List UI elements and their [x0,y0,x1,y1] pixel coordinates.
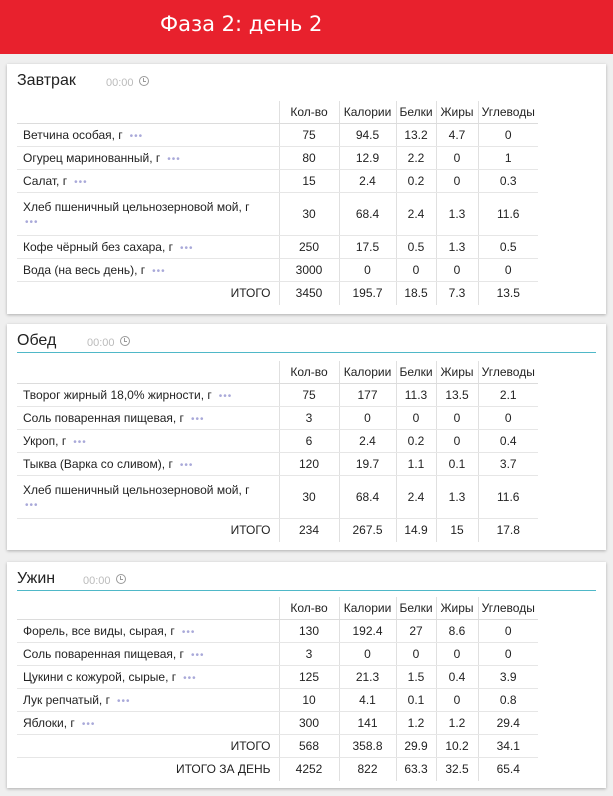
ellipsis-icon[interactable]: ••• [190,414,205,425]
total-fat: 7.3 [436,282,478,305]
food-protein: 0 [396,407,436,430]
food-carbs: 2.1 [478,384,538,407]
ellipsis-icon[interactable]: ••• [190,650,205,661]
clock-icon[interactable] [120,336,130,346]
meal-table [17,597,538,781]
ellipsis-icon[interactable]: ••• [25,500,39,511]
food-calories: 94.5 [339,124,396,147]
meal-title: Обед [17,332,57,349]
food-protein: 11.3 [396,384,436,407]
food-name: Укроп, г [23,434,67,448]
food-protein: 2.4 [396,193,436,236]
meal-card-lunch [7,324,606,550]
column-header-carbs: Углеводы [478,101,538,124]
food-qty[interactable]: 75 [279,384,339,407]
food-protein: 0.1 [396,689,436,712]
food-carbs: 11.6 [478,476,538,519]
total-qty: 234 [279,519,339,542]
table-header-row [17,597,538,620]
food-name: Соль поваренная пищевая, г [23,647,184,661]
food-qty[interactable]: 75 [279,124,339,147]
total-protein: 29.9 [396,735,436,758]
total-carbs: 17.8 [478,519,538,542]
food-calories: 192.4 [339,620,396,643]
column-header-name [17,101,279,124]
table-row[interactable] [17,407,538,430]
food-name: Кофе чёрный без сахара, г [23,240,174,254]
ellipsis-icon[interactable]: ••• [179,460,194,471]
total-calories: 358.8 [339,735,396,758]
clock-icon[interactable] [116,574,126,584]
food-fat: 0 [436,689,478,712]
food-carbs: 0 [478,643,538,666]
ellipsis-icon[interactable]: ••• [74,177,88,188]
total-calories: 267.5 [339,519,396,542]
total-carbs: 34.1 [478,735,538,758]
food-carbs: 0 [478,407,538,430]
food-protein: 2.2 [396,147,436,170]
meal-title: Завтрак [17,72,76,89]
food-name: Хлеб пшеничный цельнозерновой мой, г [23,200,250,214]
column-header-fat: Жиры [436,361,478,384]
food-protein: 27 [396,620,436,643]
table-row[interactable] [17,170,538,193]
column-header-fat: Жиры [436,101,478,124]
food-qty[interactable]: 10 [279,689,339,712]
food-name: Цукини с кожурой, сырые, г [23,670,177,684]
column-header-protein: Белки [396,101,436,124]
column-header-fat: Жиры [436,597,478,620]
meal-divider [17,352,596,353]
table-header-row [17,361,538,384]
food-carbs: 0.4 [478,430,538,453]
food-protein: 13.2 [396,124,436,147]
food-fat: 0 [436,407,478,430]
food-name: Творог жирный 18,0% жирности, г [23,388,212,402]
food-calories: 4.1 [339,689,396,712]
food-qty[interactable]: 30 [279,193,339,236]
food-qty[interactable]: 15 [279,170,339,193]
meal-header [17,332,596,358]
meal-time[interactable]: 00:00 [87,337,115,349]
food-fat: 0 [436,643,478,666]
table-row[interactable] [17,259,538,282]
day-total-label: ИТОГО ЗА ДЕНЬ [176,762,271,777]
food-carbs: 29.4 [478,712,538,735]
food-calories: 12.9 [339,147,396,170]
table-row[interactable] [17,476,538,519]
app-header [0,0,613,54]
food-name: Вода (на весь день), г [23,263,146,277]
food-fat: 0.1 [436,453,478,476]
column-header-carbs: Углеводы [478,361,538,384]
column-header-calories: Калории [339,597,396,620]
total-qty: 568 [279,735,339,758]
food-fat: 0 [436,259,478,282]
column-header-qty: Кол-во [279,101,339,124]
total-label: ИТОГО [230,523,271,538]
food-calories: 68.4 [339,193,396,236]
table-row[interactable] [17,620,538,643]
food-carbs: 0 [478,620,538,643]
food-fat: 1.3 [436,193,478,236]
meal-time[interactable]: 00:00 [83,575,111,587]
food-qty[interactable]: 6 [279,430,339,453]
food-name: Лук репчатый, г [23,693,110,707]
food-protein: 0.2 [396,170,436,193]
food-protein: 0 [396,259,436,282]
meal-header [17,570,596,596]
day-total-row [17,758,538,781]
total-row [17,735,538,758]
food-protein: 0 [396,643,436,666]
total-carbs: 13.5 [478,282,538,305]
clock-icon[interactable] [139,76,149,86]
table-row[interactable] [17,124,538,147]
food-protein: 2.4 [396,476,436,519]
page-title: Фаза 2: день 2 [160,12,323,36]
food-fat: 1.2 [436,712,478,735]
food-calories: 0 [339,407,396,430]
food-name: Соль поваренная пищевая, г [23,411,184,425]
ellipsis-icon[interactable]: ••• [73,437,87,448]
food-qty[interactable]: 250 [279,236,339,259]
food-calories: 141 [339,712,396,735]
food-carbs: 0 [478,124,538,147]
table-row[interactable] [17,430,538,453]
table-row[interactable] [17,712,538,735]
food-carbs: 3.7 [478,453,538,476]
food-protein: 0.2 [396,430,436,453]
table-row[interactable] [17,689,538,712]
total-qty: 3450 [279,282,339,305]
food-name: Ветчина особая, г [23,128,123,142]
ellipsis-icon[interactable]: ••• [218,391,233,402]
column-header-name [17,597,279,620]
day-total-qty: 4252 [279,758,339,781]
ellipsis-icon[interactable]: ••• [152,266,166,277]
food-name: Салат, г [23,174,68,188]
meal-divider [17,590,596,591]
total-label: ИТОГО [230,286,271,301]
food-calories: 2.4 [339,430,396,453]
food-protein: 1.2 [396,712,436,735]
total-fat: 10.2 [436,735,478,758]
ellipsis-icon[interactable]: ••• [180,243,194,254]
column-header-protein: Белки [396,597,436,620]
meal-header [17,72,596,98]
food-calories: 0 [339,643,396,666]
meal-title: Ужин [17,570,56,587]
food-qty[interactable]: 300 [279,712,339,735]
food-qty[interactable]: 80 [279,147,339,170]
ellipsis-icon[interactable]: ••• [25,217,39,228]
total-fat: 15 [436,519,478,542]
table-row[interactable] [17,193,538,236]
day-total-carbs: 65.4 [478,758,538,781]
food-fat: 0.4 [436,666,478,689]
column-header-qty: Кол-во [279,597,339,620]
food-name: Яблоки, г [23,716,75,730]
food-name: Форель, все виды, сырая, г [23,624,175,638]
table-row[interactable] [17,643,538,666]
ellipsis-icon[interactable]: ••• [183,673,197,684]
food-calories: 68.4 [339,476,396,519]
ellipsis-icon[interactable]: ••• [81,719,96,730]
food-calories: 17.5 [339,236,396,259]
day-total-fat: 32.5 [436,758,478,781]
food-qty[interactable]: 3 [279,643,339,666]
table-row[interactable] [17,384,538,407]
food-fat: 1.3 [436,236,478,259]
food-name: Тыква (Варка со сливом), г [23,457,173,471]
food-fat: 8.6 [436,620,478,643]
food-carbs: 3.9 [478,666,538,689]
table-row[interactable] [17,666,538,689]
total-calories: 195.7 [339,282,396,305]
food-protein: 0.5 [396,236,436,259]
food-calories: 19.7 [339,453,396,476]
food-qty[interactable]: 125 [279,666,339,689]
total-protein: 18.5 [396,282,436,305]
food-qty[interactable]: 30 [279,476,339,519]
food-protein: 1.1 [396,453,436,476]
ellipsis-icon[interactable]: ••• [167,154,181,165]
meal-card-dinner [7,562,606,788]
table-row[interactable] [17,147,538,170]
column-header-name [17,361,279,384]
ellipsis-icon[interactable]: ••• [116,696,131,707]
food-fat: 13.5 [436,384,478,407]
food-qty[interactable]: 120 [279,453,339,476]
table-row[interactable] [17,236,538,259]
food-fat: 1.3 [436,476,478,519]
food-calories: 177 [339,384,396,407]
food-calories: 2.4 [339,170,396,193]
food-fat: 4.7 [436,124,478,147]
column-header-qty: Кол-во [279,361,339,384]
meal-card-breakfast [7,64,606,314]
ellipsis-icon[interactable]: ••• [181,627,196,638]
food-carbs: 11.6 [478,193,538,236]
food-carbs: 0.3 [478,170,538,193]
column-header-calories: Калории [339,361,396,384]
food-carbs: 1 [478,147,538,170]
total-row [17,282,538,305]
food-qty[interactable]: 3 [279,407,339,430]
food-qty[interactable]: 3000 [279,259,339,282]
food-name: Огурец маринованный, г [23,151,161,165]
food-carbs: 0.8 [478,689,538,712]
ellipsis-icon[interactable]: ••• [129,131,144,142]
column-header-carbs: Углеводы [478,597,538,620]
day-total-calories: 822 [339,758,396,781]
column-header-calories: Калории [339,101,396,124]
food-qty[interactable]: 130 [279,620,339,643]
food-fat: 0 [436,430,478,453]
meal-time[interactable]: 00:00 [106,77,134,89]
total-row [17,519,538,542]
food-protein: 1.5 [396,666,436,689]
food-fat: 0 [436,147,478,170]
total-label: ИТОГО [17,735,279,758]
food-carbs: 0 [478,259,538,282]
total-protein: 14.9 [396,519,436,542]
food-calories: 21.3 [339,666,396,689]
column-header-protein: Белки [396,361,436,384]
meal-table [17,101,538,305]
table-header-row [17,101,538,124]
food-carbs: 0.5 [478,236,538,259]
meal-table [17,361,538,542]
food-name: Хлеб пшеничный цельнозерновой мой, г [23,483,250,497]
food-calories: 0 [339,259,396,282]
table-row[interactable] [17,453,538,476]
day-total-protein: 63.3 [396,758,436,781]
food-fat: 0 [436,170,478,193]
